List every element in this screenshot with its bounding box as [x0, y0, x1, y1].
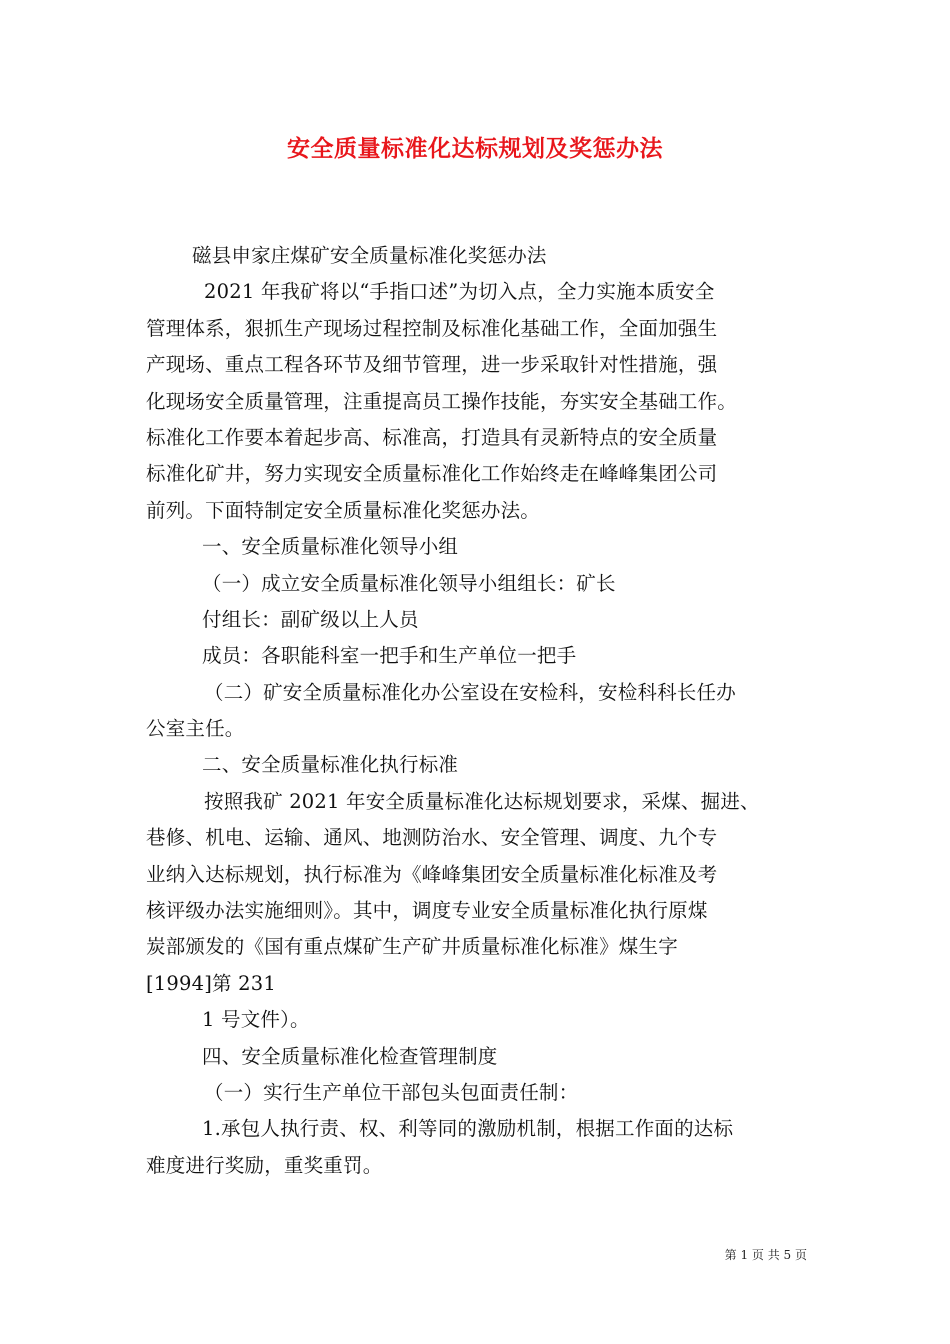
section-heading: 一、安全质量标准化领导小组 [202, 535, 459, 559]
sub-heading: （一）成立安全质量标准化领导小组组长：矿长 [202, 571, 616, 595]
paragraph-line: 标准化工作要本着起步高、标准高，打造具有灵新特点的安全质量 [146, 425, 718, 449]
paragraph-line: 巷修、机电、运输、通风、地测防治水、安全管理、调度、九个专 [146, 826, 718, 850]
paragraph-line: 按照我矿 2021 年安全质量标准化达标规划要求，采煤、掘进、 [204, 789, 760, 813]
paragraph-line: 成员：各职能科室一把手和生产单位一把手 [202, 644, 577, 668]
doc-subtitle: 磁县申家庄煤矿安全质量标准化奖惩办法 [192, 244, 547, 267]
paragraph-line: 1 号文件）。 [202, 1008, 310, 1032]
paragraph-line: 产现场、重点工程各环节及细节管理，进一步采取针对性措施，强 [146, 353, 718, 377]
paragraph-line: 炭部颁发的《国有重点煤矿生产矿井质量标准化标准》煤生字 [146, 935, 678, 959]
paragraph-line: 核评级办法实施细则》。其中，调度专业安全质量标准化执行原煤 [146, 899, 708, 923]
sub-heading: （一）实行生产单位干部包头包面责任制： [204, 1080, 579, 1104]
paragraph-line: 标准化矿井，努力实现安全质量标准化工作始终走在峰峰集团公司 [146, 462, 718, 486]
paragraph-line: 付组长：副矿级以上人员 [202, 607, 419, 631]
paragraph-line: 难度进行奖励，重奖重罚。 [146, 1153, 383, 1177]
paragraph-line: 1.承包人执行责、权、利等同的激励机制，根据工作面的达标 [202, 1117, 734, 1141]
paragraph-line: [1994]第 231 [146, 971, 276, 995]
section-heading: 四、安全质量标准化检查管理制度 [202, 1044, 498, 1068]
sub-heading: （二）矿安全质量标准化办公室设在安检科，安检科科长任办 [204, 680, 736, 704]
document-body [146, 238, 806, 1184]
paragraph-line: 2021 年我矿将以“手指口述”为切入点，全力实施本质安全 [204, 280, 715, 304]
paragraph-line: 业纳入达标规划，执行标准为《峰峰集团安全质量标准化标准及考 [146, 862, 718, 886]
paragraph-line: 管理体系，狠抓生产现场过程控制及标准化基础工作，全面加强生 [146, 316, 718, 340]
document-title: 安全质量标准化达标规划及奖惩办法 [287, 135, 663, 162]
section-heading: 二、安全质量标准化执行标准 [202, 753, 459, 777]
paragraph-line: 化现场安全质量管理，注重提高员工操作技能，夯实安全基础工作。 [146, 389, 738, 413]
paragraph-line: 公室主任。 [146, 717, 245, 741]
paragraph-line: 前列。下面特制定安全质量标准化奖惩办法。 [146, 498, 541, 522]
page-number: 第 1 页 共 5 页 [724, 1248, 807, 1262]
